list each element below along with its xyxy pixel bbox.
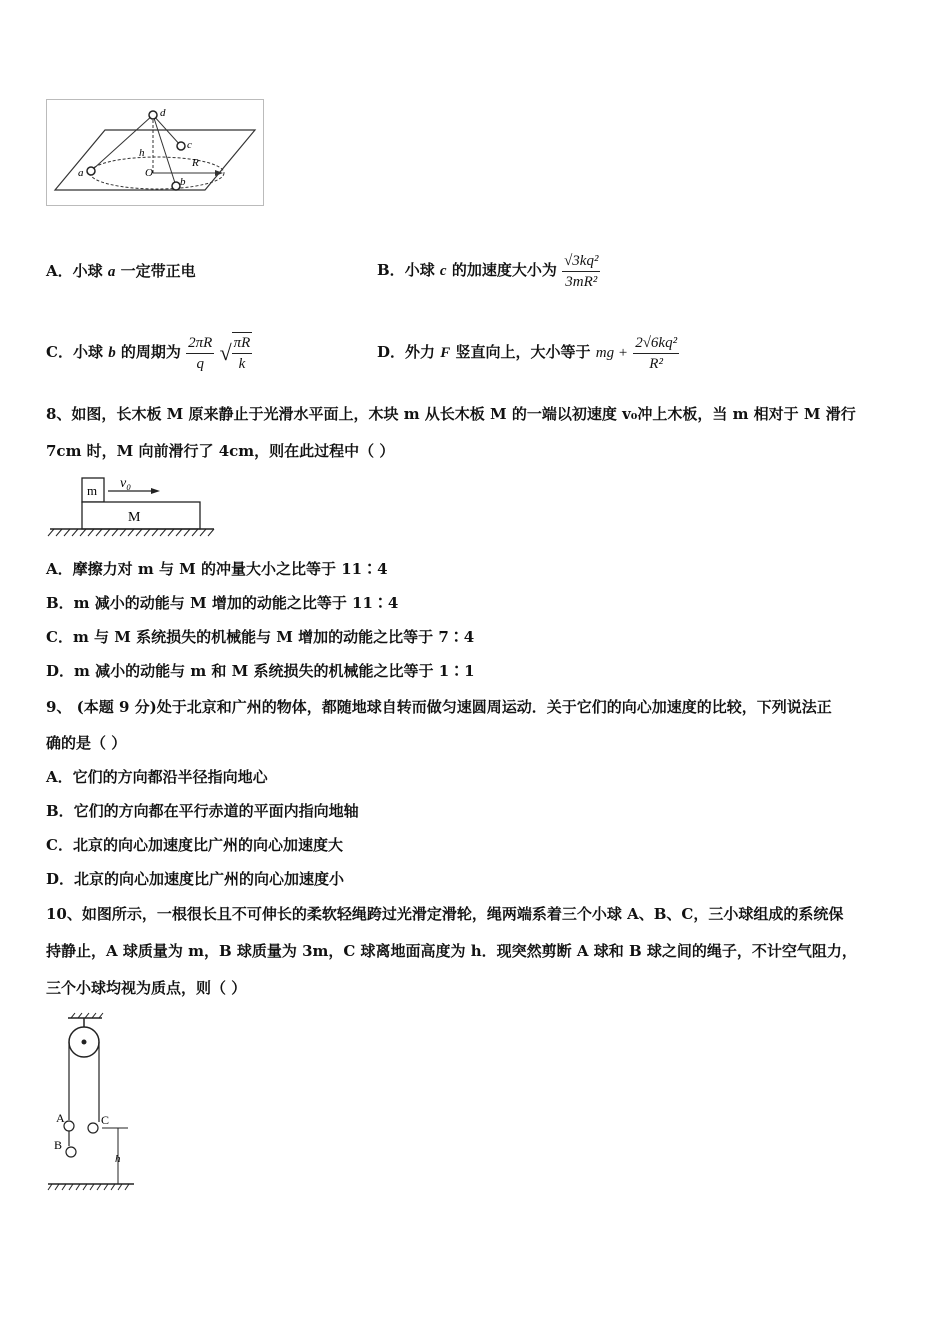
q7-figure [46,99,264,206]
acceleration-fraction: $\frac{\text{√3kq²}}{\text{3mR²}}$ [564,252,599,290]
option-d-label: D． [377,343,406,361]
ground-hatching [48,1184,129,1190]
q10-stem-line1: 10、如图所示，一根很长且不可伸长的柔软轻绳跨过光滑定滑轮，绳两端系着三个小球 A、B、C，三小球组成的系统保 [46,905,844,923]
pulley-axle [82,1040,87,1045]
q9-stem-line2: 确的是（ ） [46,734,127,752]
q9-stem-line1: 9、 (本题 9 分)处于北京和广州的物体，都随地球自转而做匀速圆周运动．关于它们的向心加速度的比较，下列说法正 [46,698,832,716]
label-b: b [180,176,186,188]
q8-figure [46,474,218,540]
q7-option-c: C．小球 b 的周期为 $\frac{2\pi R}{q}$ √ $\frac{\pi R}{k}$ [46,324,252,381]
option-a-label: A． [46,262,73,280]
ball-b [172,182,180,190]
q8-stem-line2: 7cm 时，M 向前滑行了 4cm，则在此过程中（ ） [46,442,395,460]
velocity-label: v₀ [120,476,132,491]
q9-option-c: C．北京的向心加速度比广州的向心加速度大 [46,836,343,854]
period-fraction: $\frac{2\pi R}{q}$ [188,334,213,372]
label-h: h [139,147,145,159]
label-a: A [56,1111,65,1125]
line-d-a [91,115,153,171]
option-b-label: B． [377,261,405,279]
q8-option-a: A．摩擦力对 m 与 M 的冲量大小之比等于 11∶4 [46,560,388,578]
option-c-label: C． [46,343,73,361]
label-a: a [78,167,84,179]
q7-figure-svg [47,100,263,205]
q8-option-b: B．m 减小的动能与 M 增加的动能之比等于 11∶4 [46,594,399,612]
velocity-arrowhead [151,488,160,494]
root-fraction: $\frac{\pi R}{k}$ [232,332,253,374]
label-o: O [145,167,153,179]
q7-option-d: D．外力 F 竖直向上，大小等于 mg + $\frac{\text{2√6kq²}}{\text{R²}}$ [377,334,678,372]
label-b: B [54,1138,63,1152]
ball-c [177,142,185,150]
q10-figure-svg [46,1012,138,1192]
line-d-b [153,115,176,186]
large-block-label: M [128,510,141,525]
large-block [82,502,200,529]
q7-option-b: B．小球 c 的加速度大小为 $\frac{\text{√3kq²}}{\text{3mR²}}$ [377,252,599,290]
force-fraction: $\frac{\text{2√6kq²}}{\text{R²}}$ [635,334,678,372]
ball-a [87,167,95,175]
q9-option-a: A．它们的方向都沿半径指向地心 [46,768,268,786]
q10-stem-line2: 持静止，A 球质量为 m，B 球质量为 3m，C 球离地面高度为 h．现突然剪断 A 球和 B 球之间的绳子，不计空气阻力， [46,942,857,960]
q8-figure-svg [46,474,218,540]
q7-option-a: A．小球 a 一定带正电 [46,262,196,280]
ball-c [88,1123,98,1133]
q8-option-d: D．m 减小的动能与 m 和 M 系统损失的机械能之比等于 1∶1 [46,662,475,680]
q9-option-b: B．它们的方向都在平行赤道的平面内指向地轴 [46,802,359,820]
ground-hatching [48,529,214,536]
ball-a [64,1121,74,1131]
q9-option-d: D．北京的向心加速度比广州的向心加速度小 [46,870,345,888]
sqrt-symbol: √ [219,340,232,365]
radius-arrowhead [215,170,223,176]
label-d: d [160,107,166,119]
q8-stem-line1: 8、如图，长木板 M 原来静止于光滑水平面上，木块 m 从长木板 M 的一端以初速度 v₀冲上木板，当 m 相对于 M 滑行 [46,405,856,423]
q10-stem-line3: 三个小球均视为质点，则（ ） [46,979,247,997]
plane [55,130,255,190]
small-block-label: m [87,483,98,498]
label-c: c [187,139,192,151]
ball-b [66,1147,76,1157]
q10-figure [46,1012,138,1192]
q8-option-c: C．m 与 M 系统损失的机械能与 M 增加的动能之比等于 7∶4 [46,628,475,646]
label-c: C [101,1113,110,1127]
label-h: h [115,1153,121,1165]
ball-d [149,111,157,119]
label-r: R [192,157,199,169]
